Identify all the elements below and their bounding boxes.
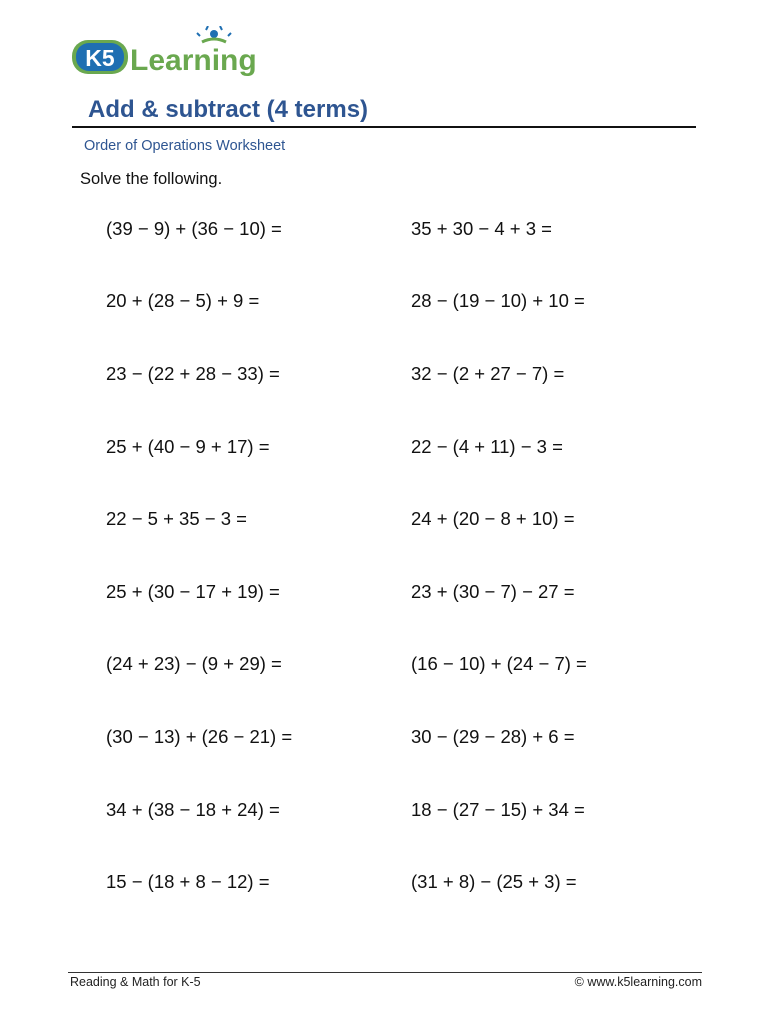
problem-left-8: (30 − 13) + (26 − 21) = — [106, 726, 293, 747]
problem-left-5: 22 − 5 + 35 − 3 = — [106, 508, 247, 529]
problem-right-5: 24 + (20 − 8 + 10) = — [411, 508, 575, 529]
problem-right-3: 32 − (2 + 27 − 7) = — [411, 363, 565, 384]
problem-left-7: (24 + 23) − (9 + 29) = — [106, 653, 282, 674]
footer-tagline: Reading & Math for K-5 — [70, 975, 201, 989]
problem-left-6: 25 + (30 − 17 + 19) = — [106, 581, 280, 602]
problem-right-10: (31 + 8) − (25 + 3) = — [411, 871, 577, 892]
worksheet-title: Add & subtract (4 terms) — [88, 96, 369, 123]
instructions: Solve the following. — [80, 170, 223, 188]
svg-text:Learning: Learning — [130, 44, 257, 77]
problem-right-8: 30 − (29 − 28) + 6 = — [411, 726, 575, 747]
footer-divider — [68, 972, 702, 973]
problem-left-3: 23 − (22 + 28 − 33) = — [106, 363, 280, 384]
problem-left-9: 34 + (38 − 18 + 24) = — [106, 799, 280, 820]
problem-right-4: 22 − (4 + 11) − 3 = — [411, 436, 563, 457]
problem-left-2: 20 + (28 − 5) + 9 = — [106, 290, 260, 311]
problem-left-10: 15 − (18 + 8 − 12) = — [106, 871, 270, 892]
problem-left-4: 25 + (40 − 9 + 17) = — [106, 436, 270, 457]
problem-right-7: (16 − 10) + (24 − 7) = — [411, 653, 587, 674]
problem-right-6: 23 + (30 − 7) − 27 = — [411, 581, 575, 602]
svg-text:K5: K5 — [85, 45, 115, 71]
problem-left-1: (39 − 9) + (36 − 10) = — [106, 218, 282, 239]
problem-right-1: 35 + 30 − 4 + 3 = — [411, 218, 552, 239]
worksheet-subtitle: Order of Operations Worksheet — [84, 138, 286, 154]
problem-right-9: 18 − (27 − 15) + 34 = — [411, 799, 585, 820]
problem-right-2: 28 − (19 − 10) + 10 = — [411, 290, 585, 311]
footer-website: © www.k5learning.com — [574, 975, 702, 989]
